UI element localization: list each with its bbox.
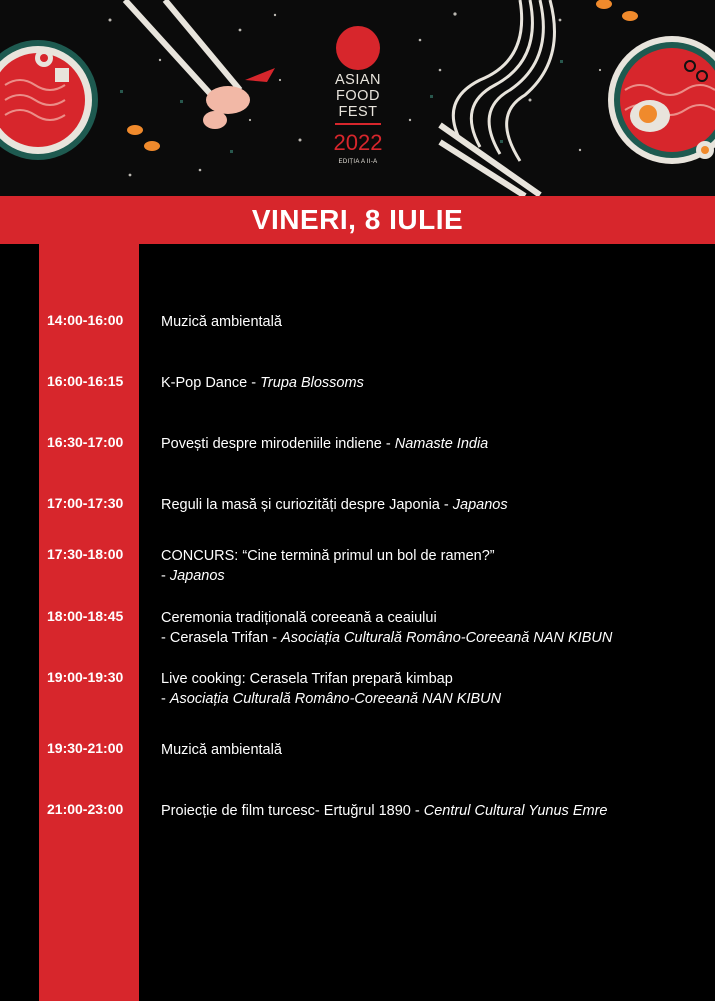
logo-text bbox=[320, 72, 396, 120]
logo-sun-icon bbox=[336, 26, 380, 70]
event-presenter: - bbox=[161, 691, 170, 707]
event-title: Povești despre mirodeniile indiene - bbox=[161, 436, 395, 452]
schedule-time: 16:30-17:00 bbox=[47, 434, 124, 450]
logo-year: 2022 bbox=[333, 130, 383, 155]
schedule-description bbox=[161, 740, 706, 760]
event-title: Ceremonia tradițională coreeană a ceaiului bbox=[161, 610, 437, 626]
schedule-description bbox=[161, 608, 706, 648]
title-band bbox=[0, 196, 715, 244]
schedule-time: 21:00-23:00 bbox=[47, 801, 124, 817]
event-line-2 bbox=[161, 689, 706, 709]
event-presenter: - bbox=[161, 568, 170, 584]
event-line-2 bbox=[161, 566, 706, 586]
event-organizer: Japanos bbox=[169, 568, 225, 584]
event-line-2 bbox=[161, 628, 706, 648]
event-title: K-Pop Dance - bbox=[161, 375, 261, 391]
schedule-description bbox=[161, 434, 706, 454]
schedule-time: 18:00-18:45 bbox=[47, 608, 124, 624]
schedule-time: 19:00-19:30 bbox=[47, 669, 124, 685]
schedule-description bbox=[161, 495, 706, 515]
schedule-description bbox=[161, 373, 706, 393]
event-presenter: - Cerasela Trifan - bbox=[161, 630, 282, 646]
event-organizer: Asociația Culturală Româno-Coreeană NAN KIBUN bbox=[169, 691, 502, 707]
logo-line-2: FOOD bbox=[336, 88, 380, 104]
logo-edition: EDIȚIA A II-A bbox=[338, 159, 378, 165]
event-title: Live cooking: Cerasela Trifan prepară kimbap bbox=[161, 671, 453, 687]
schedule-time: 16:00-16:15 bbox=[47, 373, 124, 389]
schedule-description bbox=[161, 312, 706, 332]
schedule-description bbox=[161, 801, 706, 821]
logo-divider bbox=[335, 123, 381, 125]
event-title: Reguli la masă și curiozități despre Japonia - bbox=[161, 497, 453, 513]
event-title: Muzică ambientală bbox=[161, 314, 282, 330]
logo-line-3: FEST bbox=[338, 104, 378, 120]
festival-logo bbox=[320, 18, 396, 178]
event-title: CONCURS: “Cine termină primul un bol de ramen?” bbox=[161, 548, 495, 564]
schedule-time: 14:00-16:00 bbox=[47, 312, 124, 328]
event-organizer: Centrul Cultural Yunus Emre bbox=[423, 803, 608, 819]
schedule-time: 19:30-21:00 bbox=[47, 740, 124, 756]
logo-line-1: ASIAN bbox=[334, 72, 381, 88]
schedule-time: 17:00-17:30 bbox=[47, 495, 124, 511]
event-organizer: Trupa Blossoms bbox=[260, 375, 364, 391]
header-banner bbox=[0, 0, 715, 196]
event-organizer: Japanos bbox=[452, 497, 508, 513]
schedule-description bbox=[161, 546, 706, 586]
event-organizer: Asociația Culturală Româno-Coreeană NAN KIBUN bbox=[281, 630, 613, 646]
schedule-time: 17:30-18:00 bbox=[47, 546, 124, 562]
schedule-description bbox=[161, 669, 706, 709]
event-organizer: Namaste India bbox=[394, 436, 489, 452]
event-title: Muzică ambientală bbox=[161, 742, 282, 758]
page-title: VINERI, 8 IULIE bbox=[251, 204, 464, 235]
event-title: Proiecție de film turcesc- Ertuğrul 1890 - bbox=[161, 803, 424, 819]
